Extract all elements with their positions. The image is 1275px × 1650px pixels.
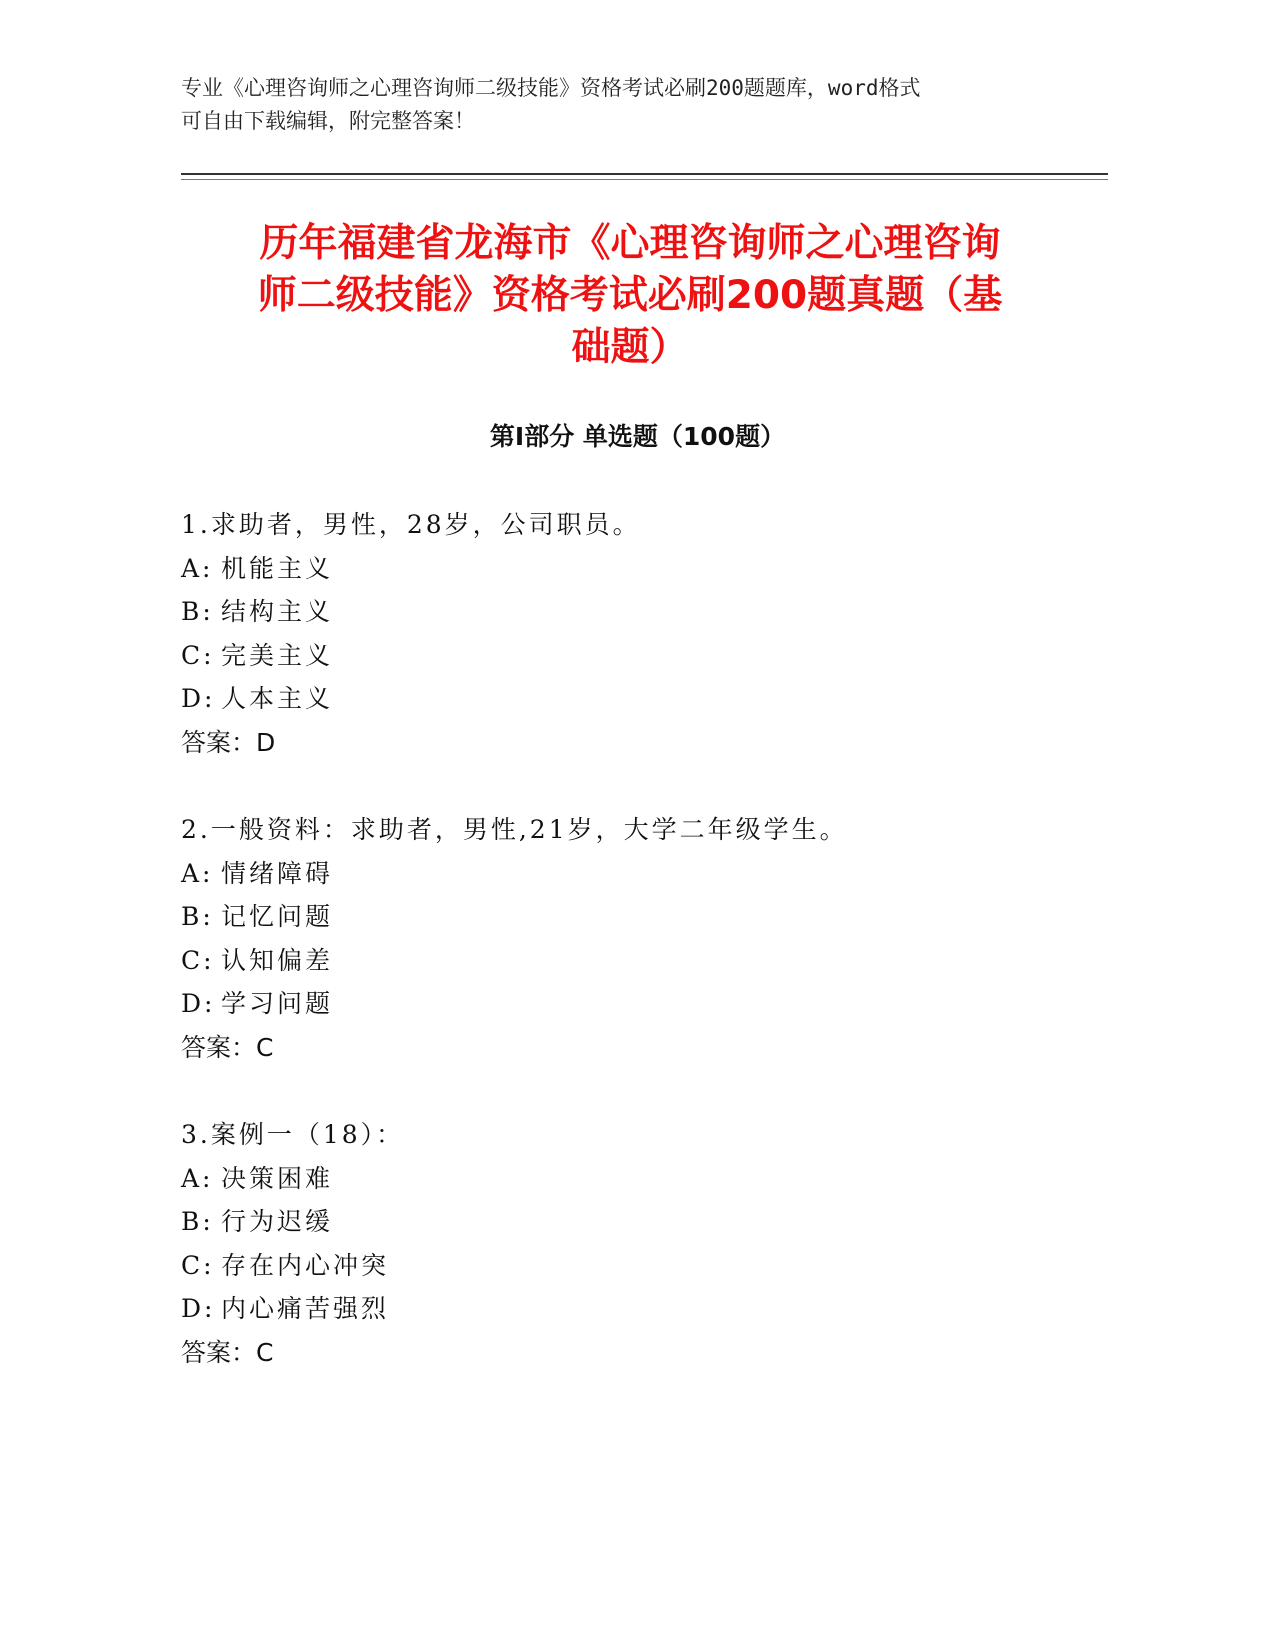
- option-b: [181, 1200, 1081, 1244]
- option-text: 人本主义: [221, 684, 334, 713]
- header-note-line1: 专业《心理咨询师之心理咨询师二级技能》资格考试必刷200题题库，word格式: [181, 76, 921, 100]
- option-c: [181, 634, 1081, 678]
- option-b: [181, 590, 1081, 634]
- option-text: 记忆问题: [221, 902, 334, 931]
- answer-line: 答案：C: [181, 1337, 274, 1367]
- option-text: 机能主义: [221, 553, 334, 583]
- section-heading: 第Ⅰ部分 单选题（100题）: [489, 422, 786, 451]
- option-letter: D:: [181, 1294, 216, 1323]
- option-letter: D:: [181, 989, 216, 1018]
- option-text: 内心痛苦强烈: [221, 1294, 390, 1323]
- document-title-line2: 师二级技能》资格考试必刷200题真题（基: [257, 273, 1003, 318]
- option-a: [181, 1157, 1081, 1201]
- option-letter: C:: [181, 945, 215, 975]
- document-title-line1: 历年福建省龙海市《心理咨询师之心理咨询: [259, 221, 1001, 266]
- option-text: 存在内心冲突: [221, 1250, 390, 1280]
- option-text: 完美主义: [221, 640, 334, 670]
- option-d: [181, 677, 1081, 721]
- option-d: [181, 982, 1081, 1026]
- header-note-line2: 可自由下载编辑，附完整答案！: [181, 109, 475, 133]
- question-2: [181, 808, 1081, 1069]
- option-d: [181, 1287, 1081, 1331]
- question-stem: 3.案例一（18）：: [181, 1120, 405, 1149]
- option-c: [181, 1244, 1081, 1288]
- document-title: [180, 218, 1080, 374]
- answer-line: 答案：D: [181, 727, 276, 757]
- option-letter: C:: [181, 1250, 215, 1280]
- option-letter: A:: [181, 1163, 214, 1193]
- option-letter: A:: [181, 858, 214, 888]
- option-a: [181, 852, 1081, 896]
- option-letter: C:: [181, 640, 215, 670]
- option-letter: B:: [181, 902, 214, 931]
- question-3: [181, 1113, 1081, 1374]
- question-stem: 2.一般资料：求助者，男性,21岁，大学二年级学生。: [181, 815, 848, 844]
- header-note: [181, 72, 1061, 138]
- option-b: [181, 895, 1081, 939]
- option-letter: A:: [181, 553, 214, 583]
- question-1: [181, 503, 1081, 764]
- option-text: 认知偏差: [221, 945, 334, 975]
- question-stem: 1.求助者，男性，28岁，公司职员。: [181, 510, 641, 539]
- option-text: 行为迟缓: [221, 1207, 334, 1236]
- answer-line: 答案：C: [181, 1032, 274, 1062]
- option-letter: B:: [181, 1207, 214, 1236]
- option-letter: B:: [181, 597, 214, 626]
- option-c: [181, 939, 1081, 983]
- option-text: 情绪障碍: [221, 858, 334, 888]
- option-a: [181, 547, 1081, 591]
- option-text: 决策困难: [221, 1163, 334, 1193]
- option-letter: D:: [181, 684, 216, 713]
- document-title-line3: 础题）: [571, 325, 689, 370]
- header-rule-thin: [181, 179, 1108, 180]
- header-rule-thick: [181, 173, 1108, 175]
- option-text: 结构主义: [221, 597, 334, 626]
- option-text: 学习问题: [221, 989, 334, 1018]
